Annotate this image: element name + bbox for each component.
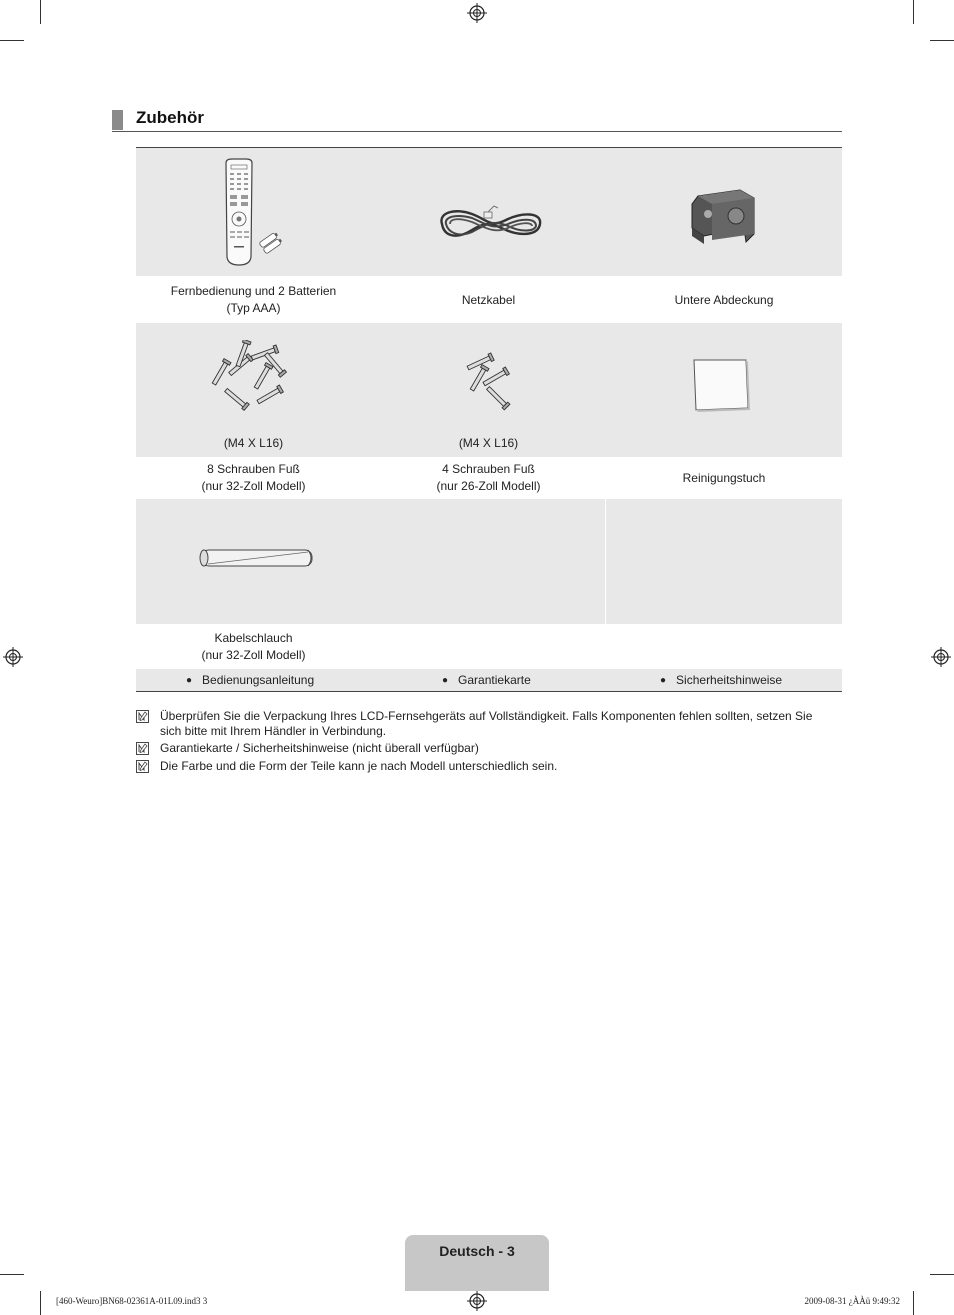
list-item: ● Bedienungsanleitung bbox=[186, 673, 315, 687]
crop-mark bbox=[40, 1291, 41, 1315]
registration-mark-icon bbox=[3, 647, 23, 667]
item-label-cleaning-cloth: Reinigungstuch bbox=[682, 470, 766, 485]
item-label-screws-4: 4 Schrauben Fuß (nur 26-Zoll Modell) bbox=[436, 462, 541, 493]
screw-size-caption: (M4 X L16) bbox=[223, 436, 284, 450]
cable-tie-icon bbox=[196, 546, 318, 572]
note-icon bbox=[136, 742, 149, 755]
registration-mark-icon bbox=[467, 3, 487, 23]
crop-mark bbox=[0, 1274, 24, 1275]
cleaning-cloth-icon bbox=[690, 356, 752, 414]
crop-mark bbox=[913, 0, 914, 24]
crop-mark bbox=[930, 1274, 954, 1275]
crop-mark bbox=[40, 0, 41, 24]
page-number: Deutsch - 3 bbox=[439, 1243, 515, 1259]
item-label-power-cable: Netzkabel bbox=[461, 292, 516, 307]
registration-mark-icon bbox=[931, 647, 951, 667]
screw-size-caption: (M4 X L16) bbox=[458, 436, 519, 450]
screws-4-icon bbox=[462, 350, 518, 412]
power-cable-icon bbox=[436, 200, 546, 246]
included-documents-row bbox=[136, 669, 842, 692]
crop-mark bbox=[930, 40, 954, 41]
print-slug-right: 2009-08-31 ¿ÀÀü 9:49:32 bbox=[804, 1296, 900, 1306]
section-marker bbox=[112, 110, 123, 130]
crop-mark bbox=[0, 40, 24, 41]
bullet-icon: ● bbox=[186, 675, 193, 686]
registration-mark-icon bbox=[467, 1291, 487, 1311]
list-item: ● Garantiekarte bbox=[442, 673, 531, 687]
print-slug-left: [460-Weuro]BN68-02361A-01L09.ind3 3 bbox=[56, 1296, 208, 1306]
section-header bbox=[112, 108, 842, 132]
note-icon bbox=[136, 760, 149, 773]
note-item: Überprüfen Sie die Verpackung Ihres LCD-Fernsehgeräts auf Vollständigkeit. Falls Komponenten fehlen sollten, setzen Sie sich bitte mit Ihrem Händler in Verbindung. bbox=[136, 709, 836, 739]
page-number-tab bbox=[405, 1235, 549, 1291]
bullet-icon: ● bbox=[442, 675, 449, 686]
cell-divider bbox=[605, 499, 606, 624]
crop-mark bbox=[913, 1291, 914, 1315]
note-item: Garantiekarte / Sicherheitshinweise (nicht überall verfügbar) bbox=[136, 741, 836, 756]
bottom-cover-icon bbox=[684, 186, 760, 248]
item-label-cable-tie: Kabelschlauch (nur 32-Zoll Modell) bbox=[201, 631, 306, 662]
section-title: Zubehör bbox=[136, 108, 204, 127]
item-label-bottom-cover: Untere Abdeckung bbox=[674, 292, 774, 307]
item-label-screws-8: 8 Schrauben Fuß (nur 32-Zoll Modell) bbox=[201, 462, 306, 493]
list-item: ● Sicherheitshinweise bbox=[660, 673, 783, 687]
note-icon bbox=[136, 710, 149, 723]
bullet-icon: ● bbox=[660, 675, 667, 686]
note-item: Die Farbe und die Form der Teile kann je nach Modell unterschiedlich sein. bbox=[136, 759, 836, 774]
item-label-remote: Fernbedienung und 2 Batterien (Typ AAA) bbox=[170, 284, 337, 315]
screws-8-icon bbox=[208, 340, 294, 412]
remote-control-icon bbox=[218, 157, 286, 269]
